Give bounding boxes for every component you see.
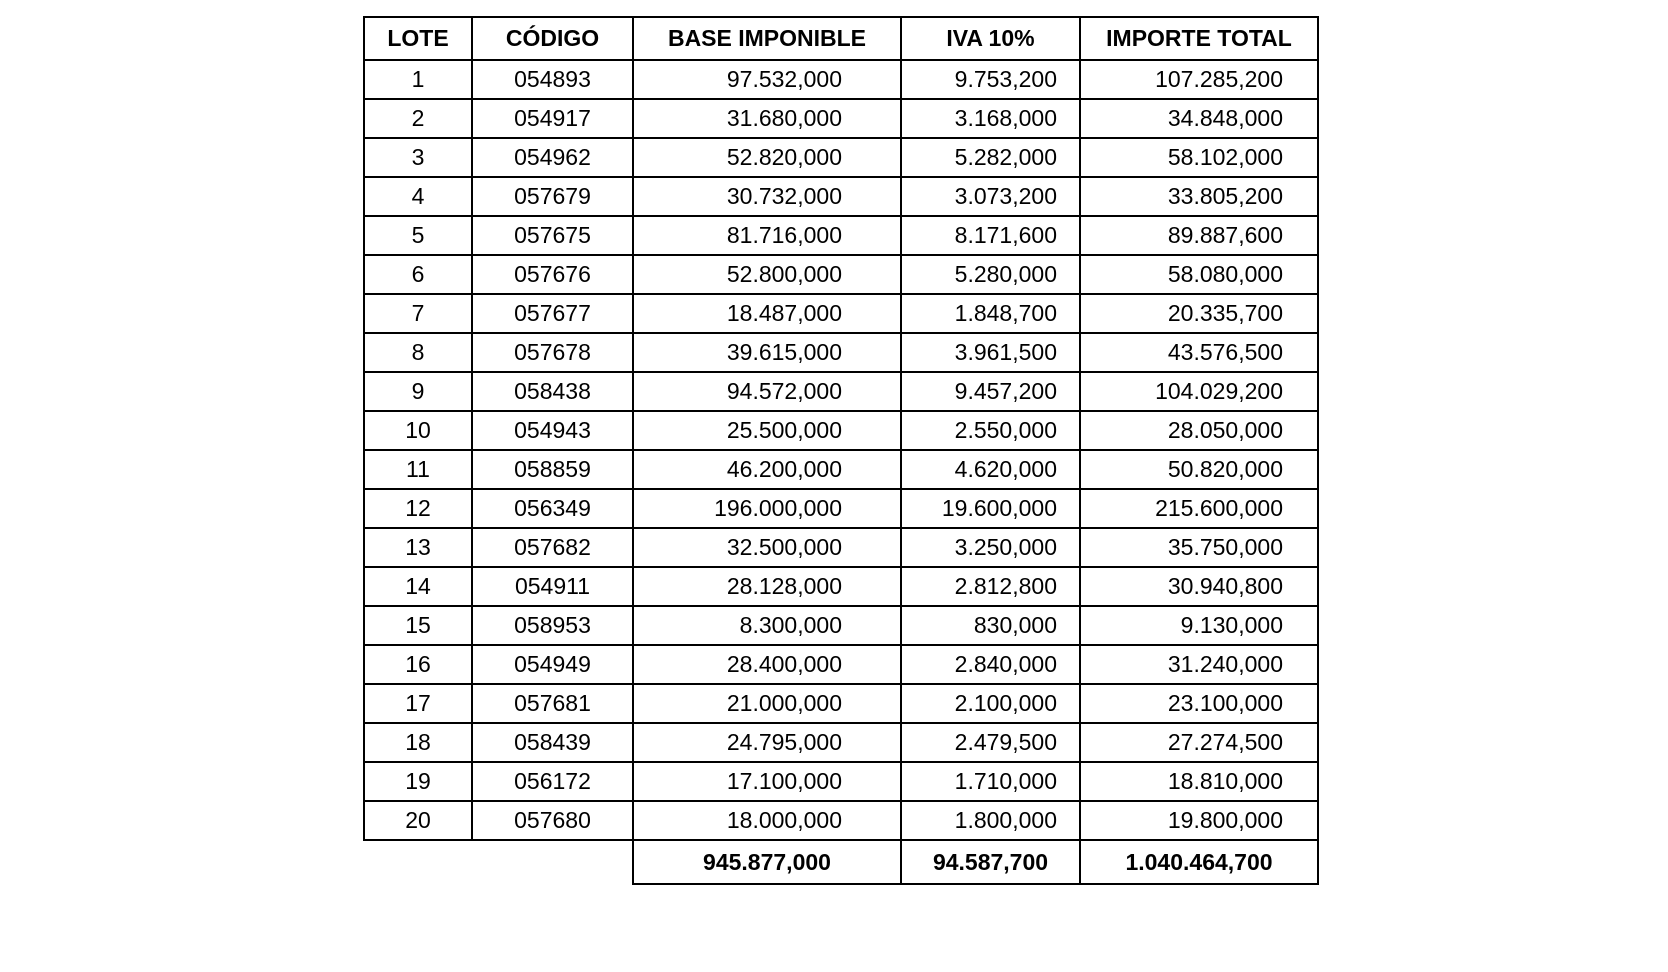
cell-importe-total: 89.887,600 bbox=[1080, 216, 1318, 255]
cell-lote: 19 bbox=[364, 762, 472, 801]
cell-base-imponible: 31.680,000 bbox=[633, 99, 901, 138]
cell-lote: 2 bbox=[364, 99, 472, 138]
table-row bbox=[364, 762, 1318, 801]
cell-importe-total: 104.029,200 bbox=[1080, 372, 1318, 411]
total-importe: 1.040.464,700 bbox=[1080, 840, 1318, 884]
cell-iva: 3.168,000 bbox=[901, 99, 1080, 138]
cell-base-imponible: 28.400,000 bbox=[633, 645, 901, 684]
cell-lote: 7 bbox=[364, 294, 472, 333]
cell-iva: 2.550,000 bbox=[901, 411, 1080, 450]
cell-lote: 4 bbox=[364, 177, 472, 216]
cell-lote: 20 bbox=[364, 801, 472, 840]
cell-lote: 10 bbox=[364, 411, 472, 450]
cell-importe-total: 33.805,200 bbox=[1080, 177, 1318, 216]
cell-codigo: 054962 bbox=[472, 138, 633, 177]
cell-codigo: 054949 bbox=[472, 645, 633, 684]
cell-lote: 3 bbox=[364, 138, 472, 177]
table-row bbox=[364, 294, 1318, 333]
cell-base-imponible: 52.820,000 bbox=[633, 138, 901, 177]
cell-iva: 3.073,200 bbox=[901, 177, 1080, 216]
header-lote: LOTE bbox=[364, 17, 472, 60]
header-row bbox=[364, 17, 1318, 60]
table-row bbox=[364, 606, 1318, 645]
cell-lote: 14 bbox=[364, 567, 472, 606]
cell-codigo: 054943 bbox=[472, 411, 633, 450]
cell-base-imponible: 21.000,000 bbox=[633, 684, 901, 723]
table-row bbox=[364, 216, 1318, 255]
cell-iva: 2.812,800 bbox=[901, 567, 1080, 606]
table-row bbox=[364, 567, 1318, 606]
table-row bbox=[364, 528, 1318, 567]
table-row bbox=[364, 138, 1318, 177]
cell-lote: 6 bbox=[364, 255, 472, 294]
table-row bbox=[364, 450, 1318, 489]
cell-iva: 2.479,500 bbox=[901, 723, 1080, 762]
header-codigo: CÓDIGO bbox=[472, 17, 633, 60]
total-base-imponible: 945.877,000 bbox=[633, 840, 901, 884]
cell-codigo: 057678 bbox=[472, 333, 633, 372]
cell-lote: 13 bbox=[364, 528, 472, 567]
cell-iva: 19.600,000 bbox=[901, 489, 1080, 528]
cell-iva: 3.961,500 bbox=[901, 333, 1080, 372]
cell-codigo: 054893 bbox=[472, 60, 633, 99]
cell-iva: 2.100,000 bbox=[901, 684, 1080, 723]
cell-lote: 16 bbox=[364, 645, 472, 684]
cell-importe-total: 28.050,000 bbox=[1080, 411, 1318, 450]
header-iva: IVA 10% bbox=[901, 17, 1080, 60]
totals-row bbox=[364, 840, 1318, 884]
header-importe-total: IMPORTE TOTAL bbox=[1080, 17, 1318, 60]
table-row bbox=[364, 177, 1318, 216]
table-row bbox=[364, 645, 1318, 684]
cell-base-imponible: 8.300,000 bbox=[633, 606, 901, 645]
cell-iva: 5.282,000 bbox=[901, 138, 1080, 177]
cell-iva: 830,000 bbox=[901, 606, 1080, 645]
cell-codigo: 057681 bbox=[472, 684, 633, 723]
cell-importe-total: 9.130,000 bbox=[1080, 606, 1318, 645]
cell-codigo: 054911 bbox=[472, 567, 633, 606]
cell-importe-total: 30.940,800 bbox=[1080, 567, 1318, 606]
cell-base-imponible: 24.795,000 bbox=[633, 723, 901, 762]
cell-lote: 5 bbox=[364, 216, 472, 255]
table-body bbox=[364, 60, 1318, 840]
cell-importe-total: 58.080,000 bbox=[1080, 255, 1318, 294]
cell-codigo: 056349 bbox=[472, 489, 633, 528]
cell-codigo: 056172 bbox=[472, 762, 633, 801]
cell-importe-total: 35.750,000 bbox=[1080, 528, 1318, 567]
totals-spacer bbox=[364, 840, 633, 884]
cell-importe-total: 50.820,000 bbox=[1080, 450, 1318, 489]
cell-base-imponible: 81.716,000 bbox=[633, 216, 901, 255]
cell-importe-total: 27.274,500 bbox=[1080, 723, 1318, 762]
cell-codigo: 058953 bbox=[472, 606, 633, 645]
cell-iva: 9.457,200 bbox=[901, 372, 1080, 411]
cell-base-imponible: 28.128,000 bbox=[633, 567, 901, 606]
cell-lote: 18 bbox=[364, 723, 472, 762]
cell-iva: 5.280,000 bbox=[901, 255, 1080, 294]
cell-importe-total: 20.335,700 bbox=[1080, 294, 1318, 333]
cell-importe-total: 18.810,000 bbox=[1080, 762, 1318, 801]
cell-lote: 17 bbox=[364, 684, 472, 723]
cell-lote: 8 bbox=[364, 333, 472, 372]
cell-base-imponible: 39.615,000 bbox=[633, 333, 901, 372]
cell-codigo: 058439 bbox=[472, 723, 633, 762]
cell-importe-total: 107.285,200 bbox=[1080, 60, 1318, 99]
table-row bbox=[364, 684, 1318, 723]
cell-importe-total: 34.848,000 bbox=[1080, 99, 1318, 138]
cell-lote: 9 bbox=[364, 372, 472, 411]
cell-lote: 11 bbox=[364, 450, 472, 489]
cell-base-imponible: 18.000,000 bbox=[633, 801, 901, 840]
cell-codigo: 057682 bbox=[472, 528, 633, 567]
cell-base-imponible: 18.487,000 bbox=[633, 294, 901, 333]
cell-iva: 1.848,700 bbox=[901, 294, 1080, 333]
cell-importe-total: 31.240,000 bbox=[1080, 645, 1318, 684]
table-row bbox=[364, 723, 1318, 762]
table-row bbox=[364, 411, 1318, 450]
cell-importe-total: 58.102,000 bbox=[1080, 138, 1318, 177]
cell-codigo: 057676 bbox=[472, 255, 633, 294]
table-row bbox=[364, 372, 1318, 411]
cell-iva: 4.620,000 bbox=[901, 450, 1080, 489]
cell-iva: 3.250,000 bbox=[901, 528, 1080, 567]
cell-iva: 1.710,000 bbox=[901, 762, 1080, 801]
cell-base-imponible: 17.100,000 bbox=[633, 762, 901, 801]
table-row bbox=[364, 99, 1318, 138]
cell-codigo: 057675 bbox=[472, 216, 633, 255]
cell-codigo: 057679 bbox=[472, 177, 633, 216]
cell-iva: 9.753,200 bbox=[901, 60, 1080, 99]
cell-importe-total: 215.600,000 bbox=[1080, 489, 1318, 528]
header-base-imponible: BASE IMPONIBLE bbox=[633, 17, 901, 60]
table-footer bbox=[364, 840, 1318, 884]
cell-codigo: 054917 bbox=[472, 99, 633, 138]
table-row bbox=[364, 255, 1318, 294]
table-row bbox=[364, 333, 1318, 372]
cell-iva: 2.840,000 bbox=[901, 645, 1080, 684]
table-row bbox=[364, 60, 1318, 99]
cell-base-imponible: 97.532,000 bbox=[633, 60, 901, 99]
table-header bbox=[364, 17, 1318, 60]
cell-importe-total: 43.576,500 bbox=[1080, 333, 1318, 372]
cell-codigo: 057677 bbox=[472, 294, 633, 333]
cell-iva: 1.800,000 bbox=[901, 801, 1080, 840]
cell-base-imponible: 52.800,000 bbox=[633, 255, 901, 294]
cell-codigo: 058438 bbox=[472, 372, 633, 411]
table-row bbox=[364, 801, 1318, 840]
cell-base-imponible: 32.500,000 bbox=[633, 528, 901, 567]
cell-codigo: 058859 bbox=[472, 450, 633, 489]
cell-importe-total: 23.100,000 bbox=[1080, 684, 1318, 723]
cell-importe-total: 19.800,000 bbox=[1080, 801, 1318, 840]
cell-base-imponible: 94.572,000 bbox=[633, 372, 901, 411]
cell-base-imponible: 196.000,000 bbox=[633, 489, 901, 528]
table-row bbox=[364, 489, 1318, 528]
cell-lote: 1 bbox=[364, 60, 472, 99]
cell-base-imponible: 25.500,000 bbox=[633, 411, 901, 450]
cell-lote: 12 bbox=[364, 489, 472, 528]
cell-base-imponible: 46.200,000 bbox=[633, 450, 901, 489]
cell-lote: 15 bbox=[364, 606, 472, 645]
cell-iva: 8.171,600 bbox=[901, 216, 1080, 255]
cell-codigo: 057680 bbox=[472, 801, 633, 840]
total-iva: 94.587,700 bbox=[901, 840, 1080, 884]
lots-table bbox=[363, 16, 1319, 885]
cell-base-imponible: 30.732,000 bbox=[633, 177, 901, 216]
